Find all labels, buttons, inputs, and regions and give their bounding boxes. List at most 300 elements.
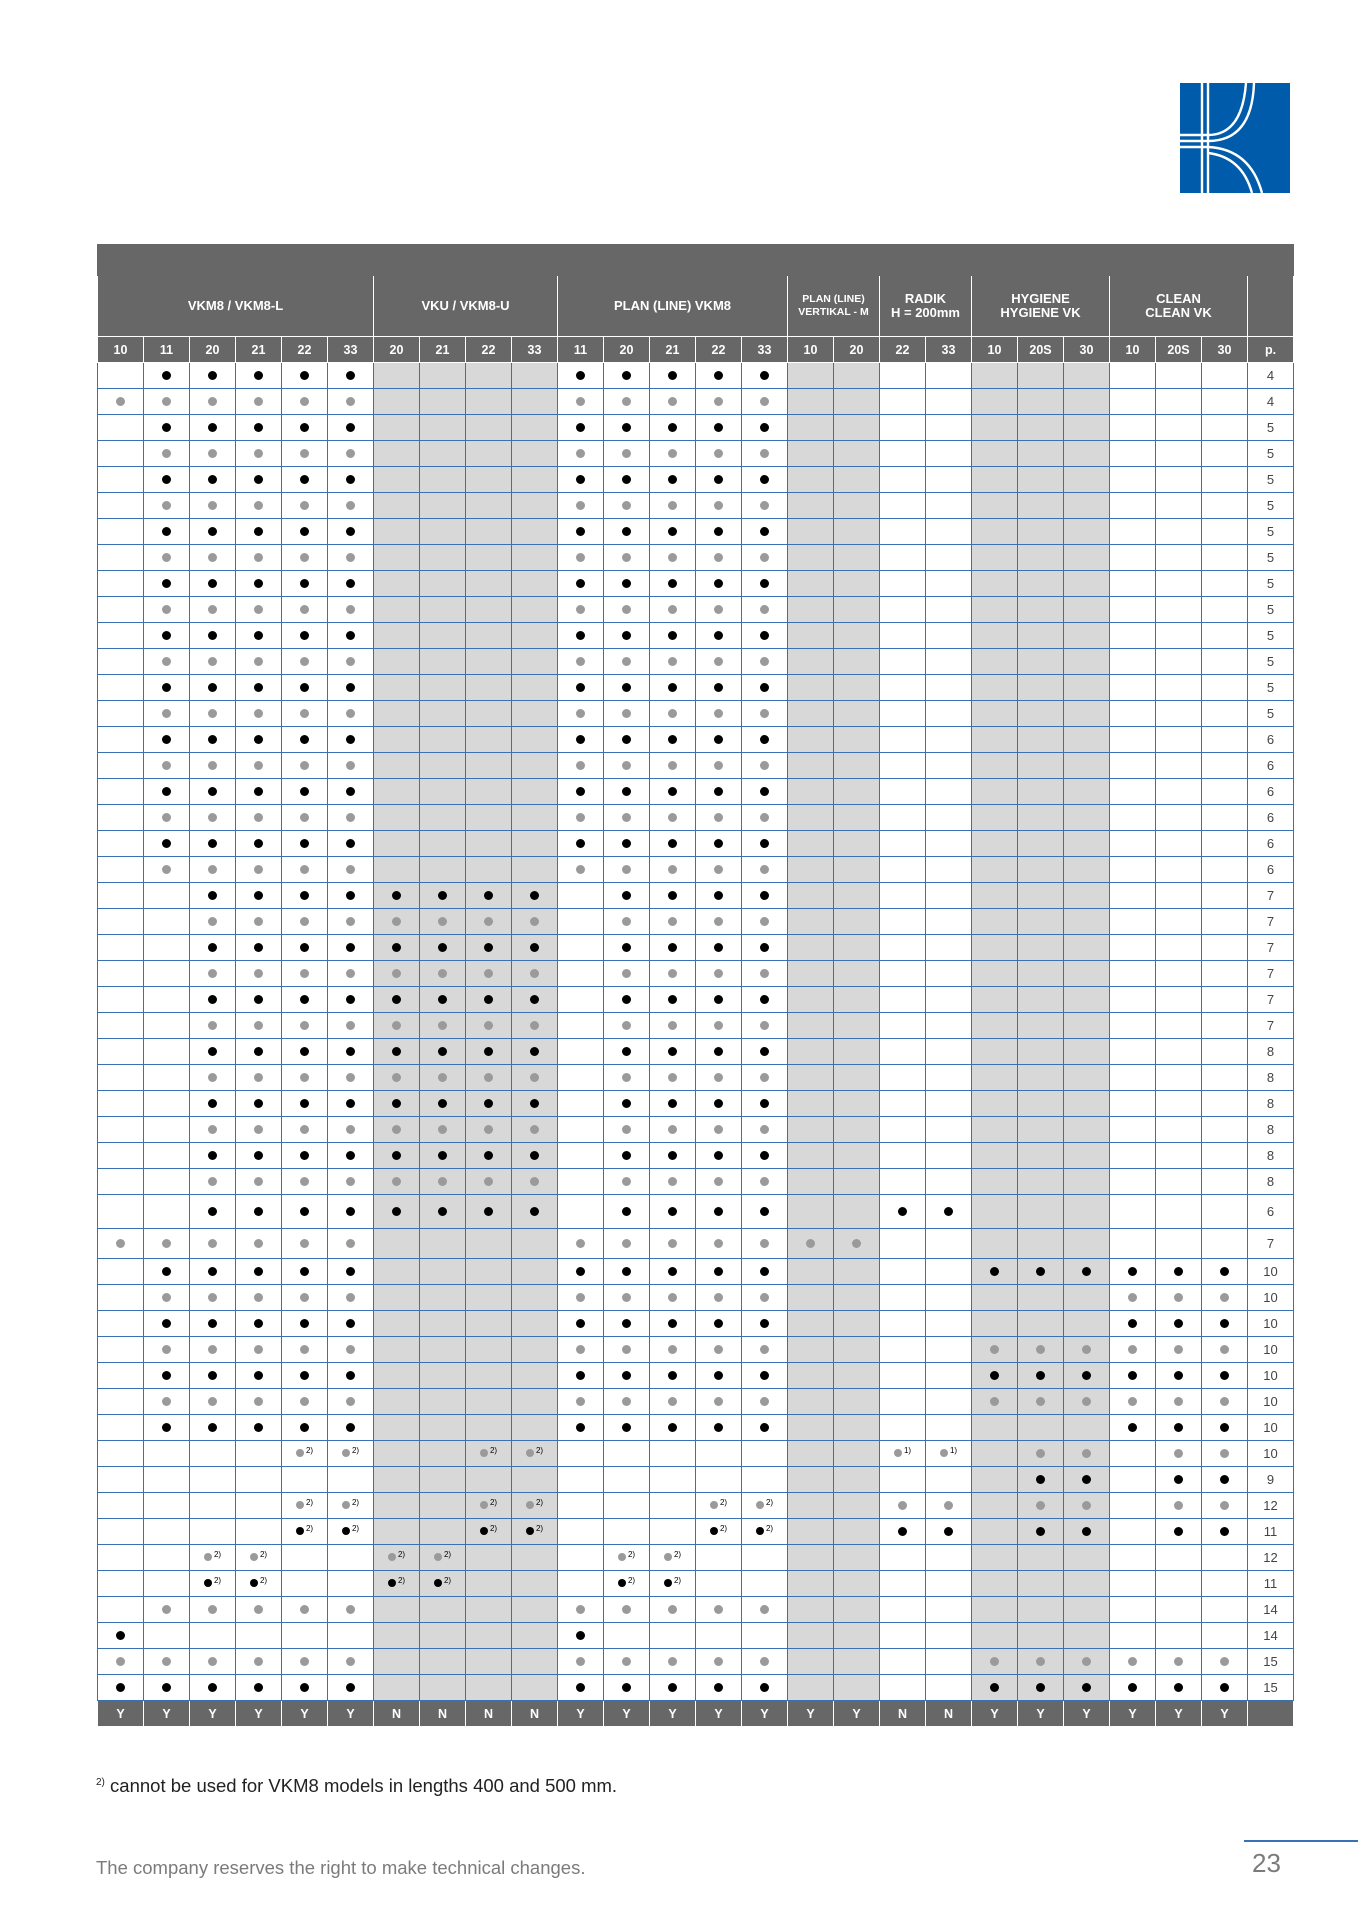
table-cell [788,1091,834,1117]
table-cell [972,883,1018,909]
black-dot-icon [300,683,309,692]
table-cell [466,1169,512,1195]
table-cell [696,1337,742,1363]
table-cell [236,1467,282,1493]
grey-dot-icon [254,657,263,666]
note-marker: 2) [765,1497,774,1507]
table-cell [512,1311,558,1337]
table-cell [466,493,512,519]
table-cell [558,1169,604,1195]
table-cell [236,441,282,467]
grey-dot-icon [526,1501,534,1509]
table-cell [98,415,144,441]
grey-dot-icon [346,657,355,666]
table-cell [144,1169,190,1195]
table-cell [650,545,696,571]
page-reference: 14 [1248,1623,1294,1649]
table-cell [144,363,190,389]
black-dot-icon [346,995,355,1004]
table-row [98,883,1294,909]
table-row [98,1337,1294,1363]
table-cell [512,1467,558,1493]
column-header: 11 [144,337,190,363]
table-cell [972,545,1018,571]
black-dot-icon [990,1371,999,1380]
table-cell [328,1389,374,1415]
black-dot-icon [208,839,217,848]
page-reference: 6 [1248,831,1294,857]
grey-dot-icon [668,1021,677,1030]
table-cell [1202,1039,1248,1065]
table-cell [512,467,558,493]
table-cell [834,987,880,1013]
black-dot-icon [756,1527,764,1535]
table-cell [144,1363,190,1389]
table-cell [466,1519,512,1545]
black-dot-icon [208,423,217,432]
note-marker: 2) [305,1523,314,1533]
table-cell [604,363,650,389]
table-cell [558,571,604,597]
black-dot-icon [760,1371,769,1380]
availability-flag: N [926,1701,972,1727]
table-cell [1110,1675,1156,1701]
grey-dot-icon [162,1657,171,1666]
note-marker: 2) [213,1575,222,1585]
table-cell [98,1493,144,1519]
table-cell [328,857,374,883]
column-header: 21 [650,337,696,363]
table-cell [190,1649,236,1675]
grey-dot-icon [760,917,769,926]
black-dot-icon [208,943,217,952]
black-dot-icon [668,631,677,640]
table-cell [1110,493,1156,519]
note-marker: 2) [719,1497,728,1507]
grey-dot-icon [714,709,723,718]
note-marker: 2) [351,1497,360,1507]
table-cell [328,909,374,935]
table-cell [1156,779,1202,805]
grey-dot-icon [760,1657,769,1666]
grey-dot-icon [714,1657,723,1666]
table-cell [972,753,1018,779]
table-cell [466,1039,512,1065]
table-cell [328,1649,374,1675]
table-cell [742,441,788,467]
table-cell [650,1441,696,1467]
table-cell [466,1311,512,1337]
grey-dot-icon [622,501,631,510]
grey-dot-icon [760,1125,769,1134]
table-cell [558,1091,604,1117]
table-cell [1202,831,1248,857]
table-cell [972,935,1018,961]
table-cell [144,1571,190,1597]
table-cell [880,1675,926,1701]
table-cell [558,1675,604,1701]
grey-dot-icon [1220,1345,1229,1354]
black-dot-icon [1174,1267,1183,1276]
grey-dot-icon [300,553,309,562]
black-dot-icon [1220,1319,1229,1328]
table-cell [742,1597,788,1623]
black-dot-icon [1128,1371,1137,1380]
table-cell [788,857,834,883]
table-cell [696,961,742,987]
table-cell [1156,441,1202,467]
table-cell [1110,1441,1156,1467]
table-cell [144,1623,190,1649]
grey-dot-icon [668,1239,677,1248]
availability-flag: Y [972,1701,1018,1727]
table-cell [834,415,880,441]
table-cell [696,987,742,1013]
black-dot-icon [162,1683,171,1692]
page-number-rule [1244,1840,1358,1842]
page-reference: 8 [1248,1039,1294,1065]
black-dot-icon [254,1047,263,1056]
grey-dot-icon [1174,1449,1183,1458]
table-cell [880,753,926,779]
table-cell [880,1493,926,1519]
table-cell [374,597,420,623]
table-cell [1156,415,1202,441]
grey-dot-icon [760,605,769,614]
table-cell [926,597,972,623]
grey-dot-icon [346,1345,355,1354]
table-cell [926,1363,972,1389]
table-cell [1202,1117,1248,1143]
table-cell [926,649,972,675]
column-header: 33 [512,337,558,363]
table-cell [190,1363,236,1389]
grey-dot-icon [346,969,355,978]
table-cell [328,467,374,493]
table-cell [144,649,190,675]
grey-dot-icon [1174,1293,1183,1302]
table-cell [788,753,834,779]
table-cell [374,1039,420,1065]
page-reference: 15 [1248,1675,1294,1701]
table-cell [466,571,512,597]
table-cell [696,1259,742,1285]
black-dot-icon [300,735,309,744]
grey-dot-icon [346,1293,355,1302]
table-cell [98,649,144,675]
black-dot-icon [346,371,355,380]
black-dot-icon [760,1267,769,1276]
black-dot-icon [622,371,631,380]
table-cell [604,1597,650,1623]
page-reference: 14 [1248,1597,1294,1623]
table-cell [1202,1065,1248,1091]
grey-dot-icon [116,1657,125,1666]
table-cell [880,675,926,701]
table-cell [328,727,374,753]
table-cell [190,831,236,857]
table-cell [650,1337,696,1363]
availability-flag: Y [144,1701,190,1727]
table-cell [742,961,788,987]
table-cell [558,363,604,389]
column-header-row [98,337,1294,363]
black-dot-icon [714,1099,723,1108]
page-reference: 7 [1248,1229,1294,1259]
grey-dot-icon [208,813,217,822]
grey-dot-icon [484,969,493,978]
table-cell [926,1597,972,1623]
table-cell [420,1675,466,1701]
table-cell [558,909,604,935]
black-dot-icon [760,631,769,640]
black-dot-icon [760,1319,769,1328]
table-cell [420,1169,466,1195]
table-cell [1156,727,1202,753]
column-header: 30 [1202,337,1248,363]
table-cell [1110,1597,1156,1623]
table-cell [328,1169,374,1195]
black-dot-icon [714,1423,723,1432]
table-cell [466,1285,512,1311]
grey-dot-icon [300,917,309,926]
table-cell [466,1415,512,1441]
table-cell [98,753,144,779]
table-cell [650,1597,696,1623]
table-cell [558,1623,604,1649]
table-cell [512,441,558,467]
black-dot-icon [668,1151,677,1160]
black-dot-icon [668,1423,677,1432]
table-cell [1202,597,1248,623]
table-cell [788,805,834,831]
grey-dot-icon [300,1125,309,1134]
table-cell [374,805,420,831]
table-cell [144,909,190,935]
table-row [98,857,1294,883]
table-cell [558,701,604,727]
black-dot-icon [760,1683,769,1692]
table-cell [972,441,1018,467]
black-dot-icon [116,1631,125,1640]
black-dot-icon [760,891,769,900]
table-cell [236,1195,282,1229]
table-cell [466,467,512,493]
table-cell [282,1623,328,1649]
black-dot-icon [300,943,309,952]
grey-dot-icon [576,553,585,562]
grey-dot-icon [208,553,217,562]
table-cell [512,727,558,753]
table-cell [926,623,972,649]
table-cell [512,935,558,961]
table-cell [1018,389,1064,415]
black-dot-icon [760,1151,769,1160]
grey-dot-icon [576,657,585,666]
table-cell [972,649,1018,675]
table-cell [282,1649,328,1675]
table-cell [144,831,190,857]
table-cell [926,1169,972,1195]
company-logo-icon [1180,83,1290,193]
table-cell [926,571,972,597]
table-cell [604,961,650,987]
page-reference: 5 [1248,519,1294,545]
black-dot-icon [760,683,769,692]
table-cell [696,909,742,935]
table-cell [972,519,1018,545]
table-cell [1018,1195,1064,1229]
table-cell [788,519,834,545]
black-dot-icon [254,631,263,640]
black-dot-icon [392,1151,401,1160]
black-dot-icon [576,787,585,796]
table-row [98,779,1294,805]
table-cell [742,415,788,441]
black-dot-icon [162,475,171,484]
table-cell [880,961,926,987]
table-cell [604,1013,650,1039]
grey-dot-icon [1174,1501,1183,1510]
grey-dot-icon [162,657,171,666]
grey-dot-icon [300,1345,309,1354]
table-cell [282,987,328,1013]
table-cell [972,857,1018,883]
table-cell [98,441,144,467]
page-reference: 10 [1248,1337,1294,1363]
grey-dot-icon [392,1177,401,1186]
table-cell [834,545,880,571]
table-cell [328,753,374,779]
table-cell [696,779,742,805]
table-cell [650,675,696,701]
note-marker: 2) [259,1575,268,1585]
table-cell [972,987,1018,1013]
black-dot-icon [208,1371,217,1380]
table-cell [282,623,328,649]
black-dot-icon [162,787,171,796]
table-cell [880,1597,926,1623]
black-dot-icon [300,839,309,848]
grey-dot-icon [1082,1657,1091,1666]
table-cell [512,545,558,571]
table-cell [236,831,282,857]
table-row [98,805,1294,831]
black-dot-icon [990,1267,999,1276]
page-reference: 12 [1248,1493,1294,1519]
table-cell [144,987,190,1013]
grey-dot-icon [254,397,263,406]
table-cell [98,701,144,727]
table-cell [466,1649,512,1675]
grey-dot-icon [530,1177,539,1186]
table-cell [328,1285,374,1311]
table-cell [972,1441,1018,1467]
table-cell [972,1091,1018,1117]
black-dot-icon [254,1371,263,1380]
grey-dot-icon [760,813,769,822]
table-cell [650,727,696,753]
grey-dot-icon [254,761,263,770]
table-cell [1018,1467,1064,1493]
table-cell [466,1545,512,1571]
black-dot-icon [668,527,677,536]
table-cell [604,831,650,857]
table-cell [1018,805,1064,831]
table-cell [1110,1519,1156,1545]
grey-dot-icon [760,1177,769,1186]
table-cell [1202,935,1248,961]
grey-dot-icon [346,1073,355,1082]
grey-dot-icon [392,1125,401,1134]
table-row [98,1143,1294,1169]
table-cell [604,675,650,701]
grey-dot-icon [668,865,677,874]
table-cell [374,1597,420,1623]
table-cell [420,883,466,909]
table-cell [1018,1623,1064,1649]
grey-dot-icon [300,1605,309,1614]
table-cell [328,571,374,597]
table-cell [1202,1623,1248,1649]
table-cell [650,779,696,805]
table-cell [972,1229,1018,1259]
table-cell [374,389,420,415]
grey-dot-icon [438,917,447,926]
table-cell [98,1597,144,1623]
table-cell [374,831,420,857]
black-dot-icon [438,1047,447,1056]
table-cell [696,831,742,857]
table-cell [466,753,512,779]
table-cell [98,909,144,935]
table-cell [972,415,1018,441]
table-cell [466,545,512,571]
grey-dot-icon [1036,1657,1045,1666]
table-cell [788,987,834,1013]
table-cell [788,1013,834,1039]
grey-dot-icon [760,865,769,874]
table-cell [374,441,420,467]
table-cell [282,1363,328,1389]
group-header: CLEAN CLEAN VK [1110,276,1248,337]
grey-dot-icon [484,1177,493,1186]
page-reference: 7 [1248,909,1294,935]
table-cell [1018,1117,1064,1143]
grey-dot-icon [162,1239,171,1248]
table-cell [1202,1467,1248,1493]
table-row [98,623,1294,649]
grey-dot-icon [254,1125,263,1134]
table-cell [742,1493,788,1519]
availability-flag: Y [98,1701,144,1727]
table-cell [282,753,328,779]
table-cell [1064,1065,1110,1091]
table-cell [742,831,788,857]
table-cell [788,675,834,701]
grey-dot-icon [760,501,769,510]
table-cell [788,1259,834,1285]
table-cell [926,1519,972,1545]
black-dot-icon [1174,1683,1183,1692]
table-cell [880,1571,926,1597]
table-cell [742,675,788,701]
table-cell [144,1311,190,1337]
grey-dot-icon [668,1073,677,1082]
grey-dot-icon [392,969,401,978]
table-cell [972,1013,1018,1039]
table-cell [558,1441,604,1467]
